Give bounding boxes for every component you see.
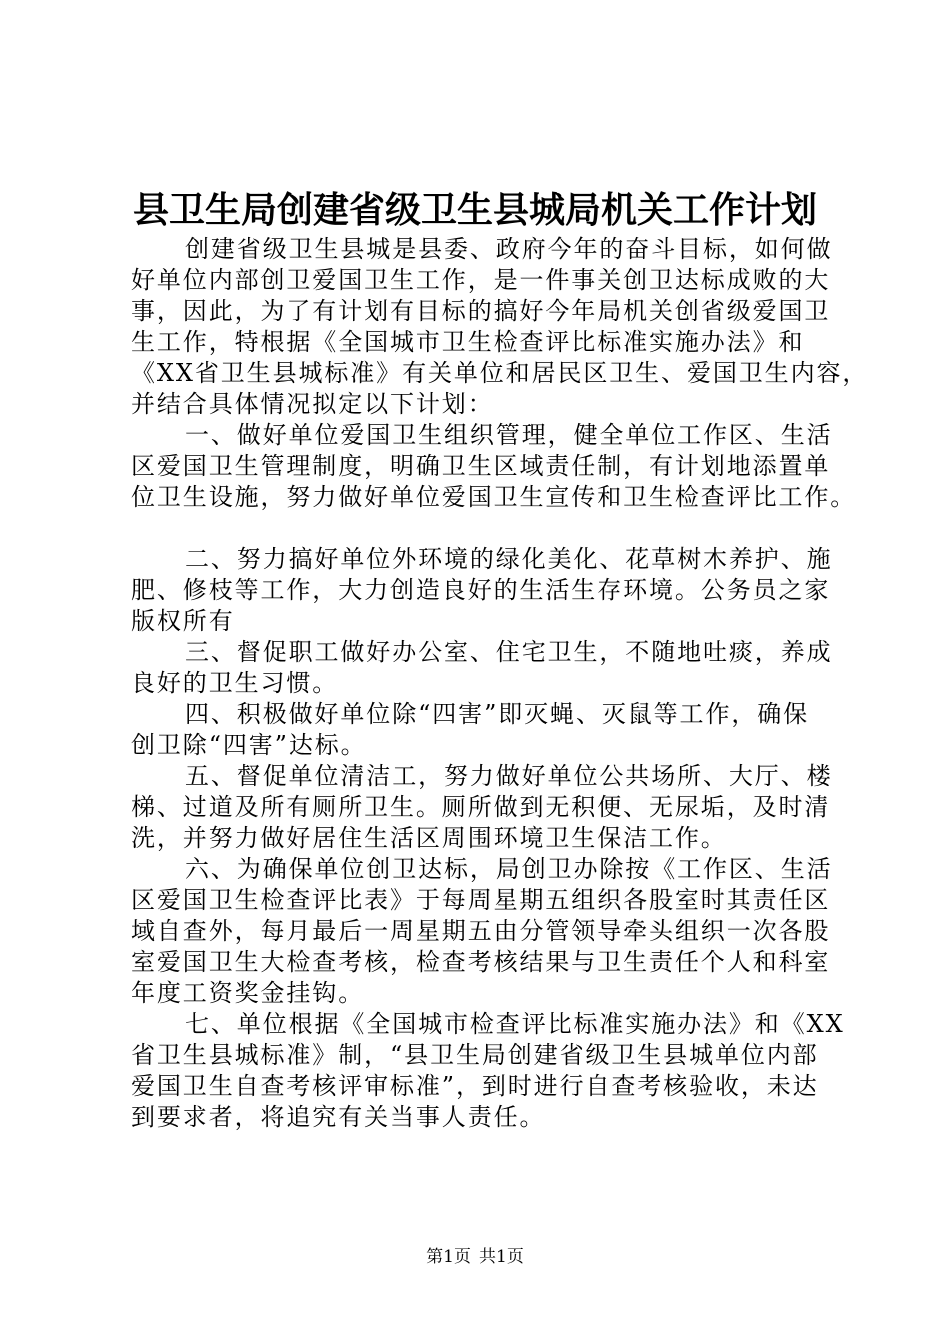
text-line: 区爱国卫生检查评比表》于每周星期五组织各股室时其责任区 bbox=[131, 886, 831, 914]
text-line: 年度工资奖金挂钩。 bbox=[131, 979, 365, 1007]
paragraph-item-6 bbox=[131, 854, 831, 1009]
text-line: 位卫生设施，努力做好单位爱国卫生宣传和卫生检查评比工作。 bbox=[131, 483, 857, 511]
paragraph-item-4 bbox=[131, 699, 831, 761]
paragraph-item-2 bbox=[131, 544, 831, 637]
text-line: 二、努力搞好单位外环境的绿化美化、花草树木养护、施 bbox=[185, 545, 833, 573]
text-line: 洗，并努力做好居住生活区周围环境卫生保洁工作。 bbox=[131, 824, 727, 852]
document-title: 县卫生局创建省级卫生县城局机关工作计划 bbox=[132, 189, 817, 231]
text-line: 创建省级卫生县城是县委、政府今年的奋斗目标，如何做 bbox=[185, 235, 833, 263]
text-line: 区爱国卫生管理制度，明确卫生区域责任制，有计划地添置单 bbox=[131, 452, 831, 480]
text-line: 事，因此，为了有计划有目标的搞好今年局机关创省级爱国卫 bbox=[131, 297, 831, 325]
paragraph-intro bbox=[131, 234, 869, 420]
page-number: 第1页 bbox=[426, 1247, 471, 1267]
text-line: 三、督促职工做好办公室、住宅卫生，不随地吐痰，养成 bbox=[185, 638, 833, 666]
text-line: 良好的卫生习惯。 bbox=[131, 669, 339, 697]
text-line: 域自查外，每月最后一周星期五由分管领导牵头组织一次各股 bbox=[131, 917, 831, 945]
text-line: 好单位内部创卫爱国卫生工作，是一件事关创卫达标成败的大 bbox=[131, 266, 831, 294]
paragraph-item-3 bbox=[131, 637, 831, 699]
document-body bbox=[131, 234, 869, 1133]
text-line: 版权所有 bbox=[131, 607, 235, 635]
text-line: 到要求者，将追究有关当事人责任。 bbox=[131, 1103, 546, 1131]
page-total: 共1页 bbox=[479, 1247, 524, 1267]
text-line: 并结合具体情况拟定以下计划： bbox=[131, 390, 494, 418]
paragraph-item-5 bbox=[131, 761, 831, 854]
text-line: 七、单位根据《全国城市检查评比标准实施办法》和《XX bbox=[185, 1010, 845, 1038]
paragraph-item-7 bbox=[131, 1009, 845, 1133]
text-line: 梯、过道及所有厕所卫生。厕所做到无积便、无尿垢，及时清 bbox=[131, 793, 831, 821]
text-line: 肥、修枝等工作，大力创造良好的生活生存环境。公务员之家 bbox=[131, 576, 831, 604]
page-footer bbox=[0, 1246, 950, 1268]
text-line: 六、为确保单位创卫达标，局创卫办除按《工作区、生活 bbox=[185, 855, 833, 883]
text-line: 省卫生县城标准》制，“县卫生局创建省级卫生县城单位内部 bbox=[131, 1041, 819, 1069]
text-line: 一、做好单位爱国卫生组织管理，健全单位工作区、生活 bbox=[185, 421, 833, 449]
text-line: 爱国卫生自查考核评审标准”，到时进行自查考核验收，未达 bbox=[131, 1072, 819, 1100]
text-line: 生工作，特根据《全国城市卫生检查评比标准实施办法》和 bbox=[131, 328, 805, 356]
blank-line bbox=[131, 513, 831, 544]
text-line: 室爱国卫生大检查考核，检查考核结果与卫生责任个人和科室 bbox=[131, 948, 831, 976]
text-line: 创卫除“四害”达标。 bbox=[131, 731, 367, 759]
text-line: 《XX省卫生县城标准》有关单位和居民区卫生、爱国卫生内容， bbox=[131, 359, 869, 387]
paragraph-item-1 bbox=[131, 420, 857, 513]
text-line: 五、督促单位清洁工，努力做好单位公共场所、大厅、楼 bbox=[185, 762, 833, 790]
text-line: 四、积极做好单位除“四害”即灭蝇、灭鼠等工作，确保 bbox=[185, 700, 810, 728]
